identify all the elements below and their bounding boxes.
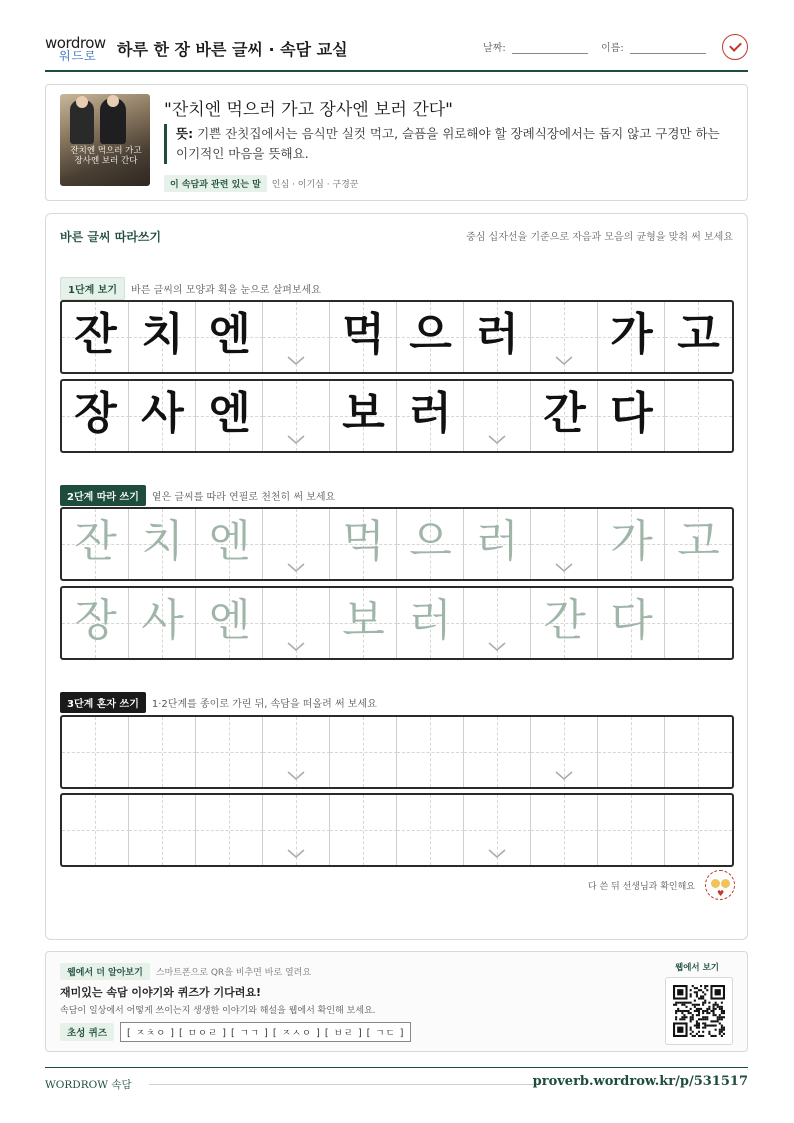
practice-hint: 중심 십자선을 기준으로 자음과 모음의 균형을 맞춰 써 보세요: [466, 232, 733, 243]
grid-character: 으: [409, 309, 452, 360]
proverb-meaning: [164, 124, 732, 164]
related-words: [164, 175, 359, 192]
grid-cell: [62, 381, 129, 451]
grid-cell[interactable]: [196, 509, 263, 579]
grid-character: 으: [409, 516, 452, 567]
grid-cell: [196, 302, 263, 372]
grid-character: 치: [141, 309, 184, 360]
step-3-desc: 1·2단계를 종이로 가린 뒤, 속담을 떠올려 써 보세요: [151, 699, 377, 710]
grid-character: 러: [476, 516, 519, 567]
grid-character: 사: [141, 388, 184, 439]
grid-cell[interactable]: [330, 509, 397, 579]
grid-cell[interactable]: [330, 717, 397, 787]
quiz-box: [ ㅈㅊㅇ ] [ ㅁㅇㄹ ] [ ㄱㄱ ] [ ㅈㅅㅇ ] [ ㅂㄹ ] [ ㄱㄷ ]: [120, 1022, 411, 1042]
grid-character: 러: [476, 309, 519, 360]
page-title: 하루 한 장 바른 글씨 · 속담 교실: [117, 40, 348, 59]
grid-cell[interactable]: [129, 795, 196, 865]
grid-cell[interactable]: [665, 795, 732, 865]
grid-character: 먹: [342, 309, 385, 360]
grid-cell[interactable]: [531, 509, 598, 579]
step-1-desc: 바른 글씨의 모양과 획을 눈으로 살펴보세요: [131, 285, 321, 296]
grid-character: 장: [74, 388, 117, 439]
grid-character: 엔: [208, 388, 251, 439]
grid-cell[interactable]: [263, 717, 330, 787]
wordrow-logo: [45, 34, 109, 64]
grid-cell: [129, 381, 196, 451]
grid-cell[interactable]: [62, 717, 129, 787]
name-line: [630, 43, 706, 54]
step-2-heading: [60, 485, 335, 506]
grid-character: 다: [610, 388, 653, 439]
space-mark-icon: [287, 435, 305, 445]
grid-cell[interactable]: [397, 509, 464, 579]
space-mark-icon: [287, 771, 305, 781]
proverb-illustration: [60, 94, 150, 186]
grid-cell[interactable]: [129, 717, 196, 787]
grid-character: 엔: [208, 309, 251, 360]
logo-text: wordrow: [45, 34, 106, 52]
space-mark-icon: [488, 849, 506, 859]
grid-cell: [330, 381, 397, 451]
grid-cell[interactable]: [665, 588, 732, 658]
grid-cell: [263, 381, 330, 451]
space-mark-icon: [287, 849, 305, 859]
grid-character: 사: [141, 595, 184, 646]
grid-cell: [531, 381, 598, 451]
writing-row-step1-line2: [60, 379, 734, 453]
grid-cell[interactable]: [397, 717, 464, 787]
check-note: 다 쓴 뒤 선생님과 확인해요: [587, 882, 695, 892]
web-promo-box: [45, 951, 748, 1052]
grid-cell[interactable]: [531, 717, 598, 787]
grid-cell[interactable]: [62, 795, 129, 865]
chosung-quiz: [60, 1022, 411, 1042]
proverb-card: [45, 84, 748, 201]
step-2-desc: 옅은 글씨를 따라 연필로 천천히 써 보세요: [151, 492, 336, 503]
grid-cell[interactable]: [665, 717, 732, 787]
grid-cell[interactable]: [330, 795, 397, 865]
web-tag: 웹에서 더 알아보기: [60, 963, 150, 980]
grid-cell[interactable]: [464, 717, 531, 787]
space-mark-icon: [555, 771, 573, 781]
grid-cell[interactable]: [665, 509, 732, 579]
grid-cell[interactable]: [196, 717, 263, 787]
grid-character: 장: [74, 595, 117, 646]
writing-row-step2-line1[interactable]: [60, 507, 734, 581]
writing-row-step3-line1[interactable]: [60, 715, 734, 789]
grid-character: 러: [409, 595, 452, 646]
page-footer: [45, 1067, 748, 1097]
grid-character: 보: [342, 388, 385, 439]
footer-brand: WORDROW 속담: [45, 1079, 132, 1091]
qr-code-icon: [673, 985, 725, 1037]
grid-cell[interactable]: [397, 795, 464, 865]
grid-cell: [464, 381, 531, 451]
grid-character: 엔: [208, 595, 251, 646]
grid-cell[interactable]: [263, 588, 330, 658]
related-list: 인심 · 이기심 · 구경꾼: [271, 180, 359, 190]
web-tag-desc: 스마트폰으로 QR을 비추면 바로 열려요: [155, 968, 312, 978]
grid-character: 먹: [342, 516, 385, 567]
date-field[interactable]: [483, 39, 588, 54]
proverb-title: "잔치엔 먹으러 가고 장사엔 보러 간다": [164, 100, 453, 120]
step-1-heading: [60, 277, 321, 300]
grid-character: 보: [342, 595, 385, 646]
practice-panel: [45, 213, 748, 940]
grid-cell: [397, 302, 464, 372]
kid-face-icon: [721, 879, 730, 888]
space-mark-icon: [287, 356, 305, 366]
check-stamp-icon: [722, 34, 748, 60]
grid-cell[interactable]: [62, 509, 129, 579]
grid-character: 간: [543, 595, 586, 646]
grid-character: 가: [610, 516, 653, 567]
web-description: 속담이 일상에서 어떻게 쓰이는지 생생한 이야기와 해설을 웹에서 확인해 보세요.: [60, 1006, 376, 1016]
grid-cell[interactable]: [196, 795, 263, 865]
qr-code[interactable]: [665, 977, 733, 1045]
grid-character: 가: [610, 309, 653, 360]
grid-character: 다: [610, 595, 653, 646]
related-tag: 이 속담과 관련 있는 말: [164, 175, 267, 192]
illustration-caption: 잔치엔 먹으러 가고 장사엔 보러 간다: [70, 146, 142, 166]
grid-character: 잔: [74, 516, 117, 567]
grid-cell[interactable]: [263, 509, 330, 579]
grid-cell: [330, 302, 397, 372]
step-2-label: 2단계 따라 쓰기: [60, 485, 146, 506]
grid-cell[interactable]: [62, 588, 129, 658]
writing-row-step2-line2[interactable]: [60, 586, 734, 660]
grid-cell[interactable]: [531, 588, 598, 658]
grid-character: 잔: [74, 309, 117, 360]
step-3-label: 3단계 혼자 쓰기: [60, 692, 146, 713]
grid-cell[interactable]: [464, 795, 531, 865]
date-label: 날짜:: [483, 43, 506, 54]
grid-cell[interactable]: [598, 509, 665, 579]
grid-cell: [397, 381, 464, 451]
grid-cell: [263, 302, 330, 372]
grid-cell[interactable]: [196, 588, 263, 658]
name-label: 이름:: [601, 43, 624, 54]
writing-row-step3-line2[interactable]: [60, 793, 734, 867]
grid-cell: [665, 302, 732, 372]
space-mark-icon: [555, 356, 573, 366]
grid-character: 고: [677, 309, 720, 360]
space-mark-icon: [555, 563, 573, 573]
qr-label: 웹에서 보기: [674, 963, 719, 973]
grid-cell: [598, 302, 665, 372]
space-mark-icon: [287, 642, 305, 652]
grid-cell[interactable]: [598, 795, 665, 865]
space-mark-icon: [287, 563, 305, 573]
grid-cell[interactable]: [330, 588, 397, 658]
grid-cell: [598, 381, 665, 451]
grid-cell[interactable]: [129, 509, 196, 579]
step-3-heading: [60, 692, 377, 713]
logo-subtext: 워드로: [59, 49, 97, 63]
grid-character: 러: [409, 388, 452, 439]
footer-rule: [149, 1084, 538, 1085]
grid-cell[interactable]: [129, 588, 196, 658]
grid-cell[interactable]: [263, 795, 330, 865]
grid-cell: [464, 302, 531, 372]
grid-character: 간: [543, 388, 586, 439]
grid-cell[interactable]: [464, 588, 531, 658]
grid-cell: [129, 302, 196, 372]
date-line: [512, 43, 588, 54]
space-mark-icon: [488, 435, 506, 445]
web-headline: 재미있는 속담 이야기와 퀴즈가 기다려요!: [60, 986, 261, 999]
grid-cell[interactable]: [464, 509, 531, 579]
grid-cell[interactable]: [531, 795, 598, 865]
grid-cell[interactable]: [598, 717, 665, 787]
grid-character: 치: [141, 516, 184, 567]
teacher-stamp-icon: [705, 870, 735, 900]
face-left: [76, 96, 88, 108]
grid-cell[interactable]: [598, 588, 665, 658]
grid-cell[interactable]: [397, 588, 464, 658]
heart-icon: ♥: [717, 889, 725, 898]
space-mark-icon: [488, 642, 506, 652]
meaning-label: 뜻:: [176, 126, 194, 141]
quiz-label: 초성 퀴즈: [60, 1023, 114, 1041]
grid-character: 엔: [208, 516, 251, 567]
footer-url[interactable]: proverb.wordrow.kr/p/531517: [532, 1074, 748, 1089]
grid-cell: [196, 381, 263, 451]
web-tag-row: [60, 963, 311, 980]
kid-face-icon: [711, 879, 720, 888]
grid-character: 고: [677, 516, 720, 567]
page-header: [45, 28, 748, 72]
face-right: [107, 95, 119, 107]
grid-cell: [665, 381, 732, 451]
name-field[interactable]: [601, 39, 706, 54]
grid-cell: [531, 302, 598, 372]
meaning-text: 기쁜 잔칫집에서는 음식만 실컷 먹고, 슬픔을 위로해야 할 장례식장에서는 돕지 않고 구경만 하는 이기적인 마음을 뜻해요.: [176, 126, 720, 161]
grid-cell: [62, 302, 129, 372]
writing-row-step1-line1: [60, 300, 734, 374]
step-1-label: 1단계 보기: [60, 277, 125, 300]
practice-title: 바른 글씨 따라쓰기: [60, 230, 162, 244]
